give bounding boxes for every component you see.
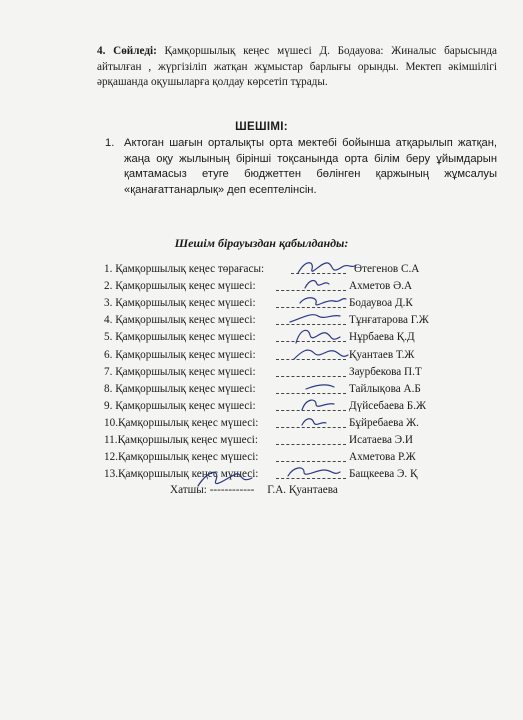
member-name: Тұнғатарова Г.Ж bbox=[349, 314, 429, 327]
member-role-label: 10.Қамқоршылық кеңес мүшесі: bbox=[104, 416, 259, 429]
member-name: Дүйсебаева Б.Ж bbox=[349, 399, 427, 412]
member-name: Бащкеева Э. Қ bbox=[349, 468, 418, 481]
member-name: Тайлықова А.Б bbox=[349, 382, 421, 395]
member-role-label: 7. Қамқоршылық кеңес мүшесі: bbox=[104, 365, 256, 378]
signature-stroke bbox=[302, 400, 334, 410]
signature-line bbox=[276, 444, 346, 445]
member-role-label: 1. Қамқоршылық кеңес төрағасы: bbox=[104, 263, 265, 275]
decision-item bbox=[97, 136, 497, 198]
decision-heading: ШЕШІМІ: bbox=[235, 121, 288, 133]
member-role-label: 3. Қамқоршылық кеңес мүшесі: bbox=[104, 297, 256, 310]
decision-text: Актоган шағын орталықты орта мектебі бойынша атқарылып жатқан, жаңа оқу жылының бірінші тоқсанында орта білім беру ұйымдарын қамтамасыз етуге бюджеттен бөлінген қаржының жұмсалуы «қанағаттанарлық» деп есептелінсін. bbox=[124, 137, 497, 196]
member-role-label: 4. Қамқоршылық кеңес мүшесі: bbox=[104, 314, 256, 327]
signature-stroke bbox=[302, 419, 326, 425]
signature-stroke bbox=[288, 468, 340, 476]
signature-stroke bbox=[298, 263, 356, 273]
member-role-label: 6. Қамқоршылық кеңес мүшесі: bbox=[104, 348, 256, 361]
member-signature bbox=[292, 411, 358, 433]
signature-stroke bbox=[305, 281, 329, 288]
secretary-signature bbox=[190, 466, 260, 492]
member-role-label: 13.Қамқоршылық кеңес мүшесі: bbox=[104, 468, 259, 481]
adopted-heading: Шешім бірауыздан қабылданды: bbox=[174, 236, 349, 250]
signature-stroke bbox=[290, 315, 340, 322]
decision-number: 1. bbox=[105, 137, 115, 149]
member-name: Бодаувоа Д.К bbox=[349, 297, 413, 310]
member-name: Исатаева Э.И bbox=[349, 434, 413, 446]
speech-lead: 4. Сөйледі: bbox=[97, 45, 157, 57]
member-signature bbox=[284, 462, 350, 484]
signature-stroke bbox=[296, 331, 340, 344]
member-name: Бұйребаева Ж. bbox=[349, 416, 419, 429]
secretary-name: Г.А. Қуантаева bbox=[267, 484, 338, 496]
member-name: Ахметова Р.Ж bbox=[349, 451, 416, 464]
member-signature bbox=[290, 343, 356, 365]
member-name: Қуантаев Т.Ж bbox=[349, 348, 415, 361]
member-role-label: 9. Қамқоршылық кеңес мүшесі: bbox=[104, 399, 256, 412]
member-role-label: 12.Қамқоршылық кеңес мүшесі: bbox=[104, 451, 259, 464]
member-role-label: 2. Қамқоршылық кеңес мүшесі: bbox=[104, 280, 256, 293]
member-name: Нұрбаева Қ.Д bbox=[349, 331, 415, 344]
member-name: Заурбекова П.Т bbox=[349, 365, 422, 378]
member-role-label: 8. Қамқоршылық кеңес мүшесі: bbox=[104, 382, 256, 395]
member-role-label: 5. Қамқоршылық кеңес мүшесі: bbox=[104, 331, 256, 344]
signature-stroke bbox=[294, 350, 348, 359]
secretary-dashes: ------------ bbox=[209, 484, 255, 496]
speech-paragraph bbox=[97, 44, 497, 91]
member-name: Өтегенов С.А bbox=[354, 263, 420, 275]
speech-text: Қамқоршылық кеңес мүшесі Д. Бодауова: Жиналыс барысында айтылған , жүргізіліп жатқан жұмыстар барлығы орынды. Мектеп әкімшілігі әрқашанда оқушыларға қолдау көрсетіп тұрады. bbox=[97, 45, 497, 89]
signature-stroke bbox=[306, 385, 334, 389]
secretary-label: Хатшы: bbox=[170, 484, 207, 496]
member-name: Ахметов Ә.А bbox=[349, 280, 413, 293]
member-role-label: 11.Қамқоршылық кеңес мүшесі: bbox=[104, 434, 258, 446]
signature-stroke bbox=[300, 298, 346, 305]
